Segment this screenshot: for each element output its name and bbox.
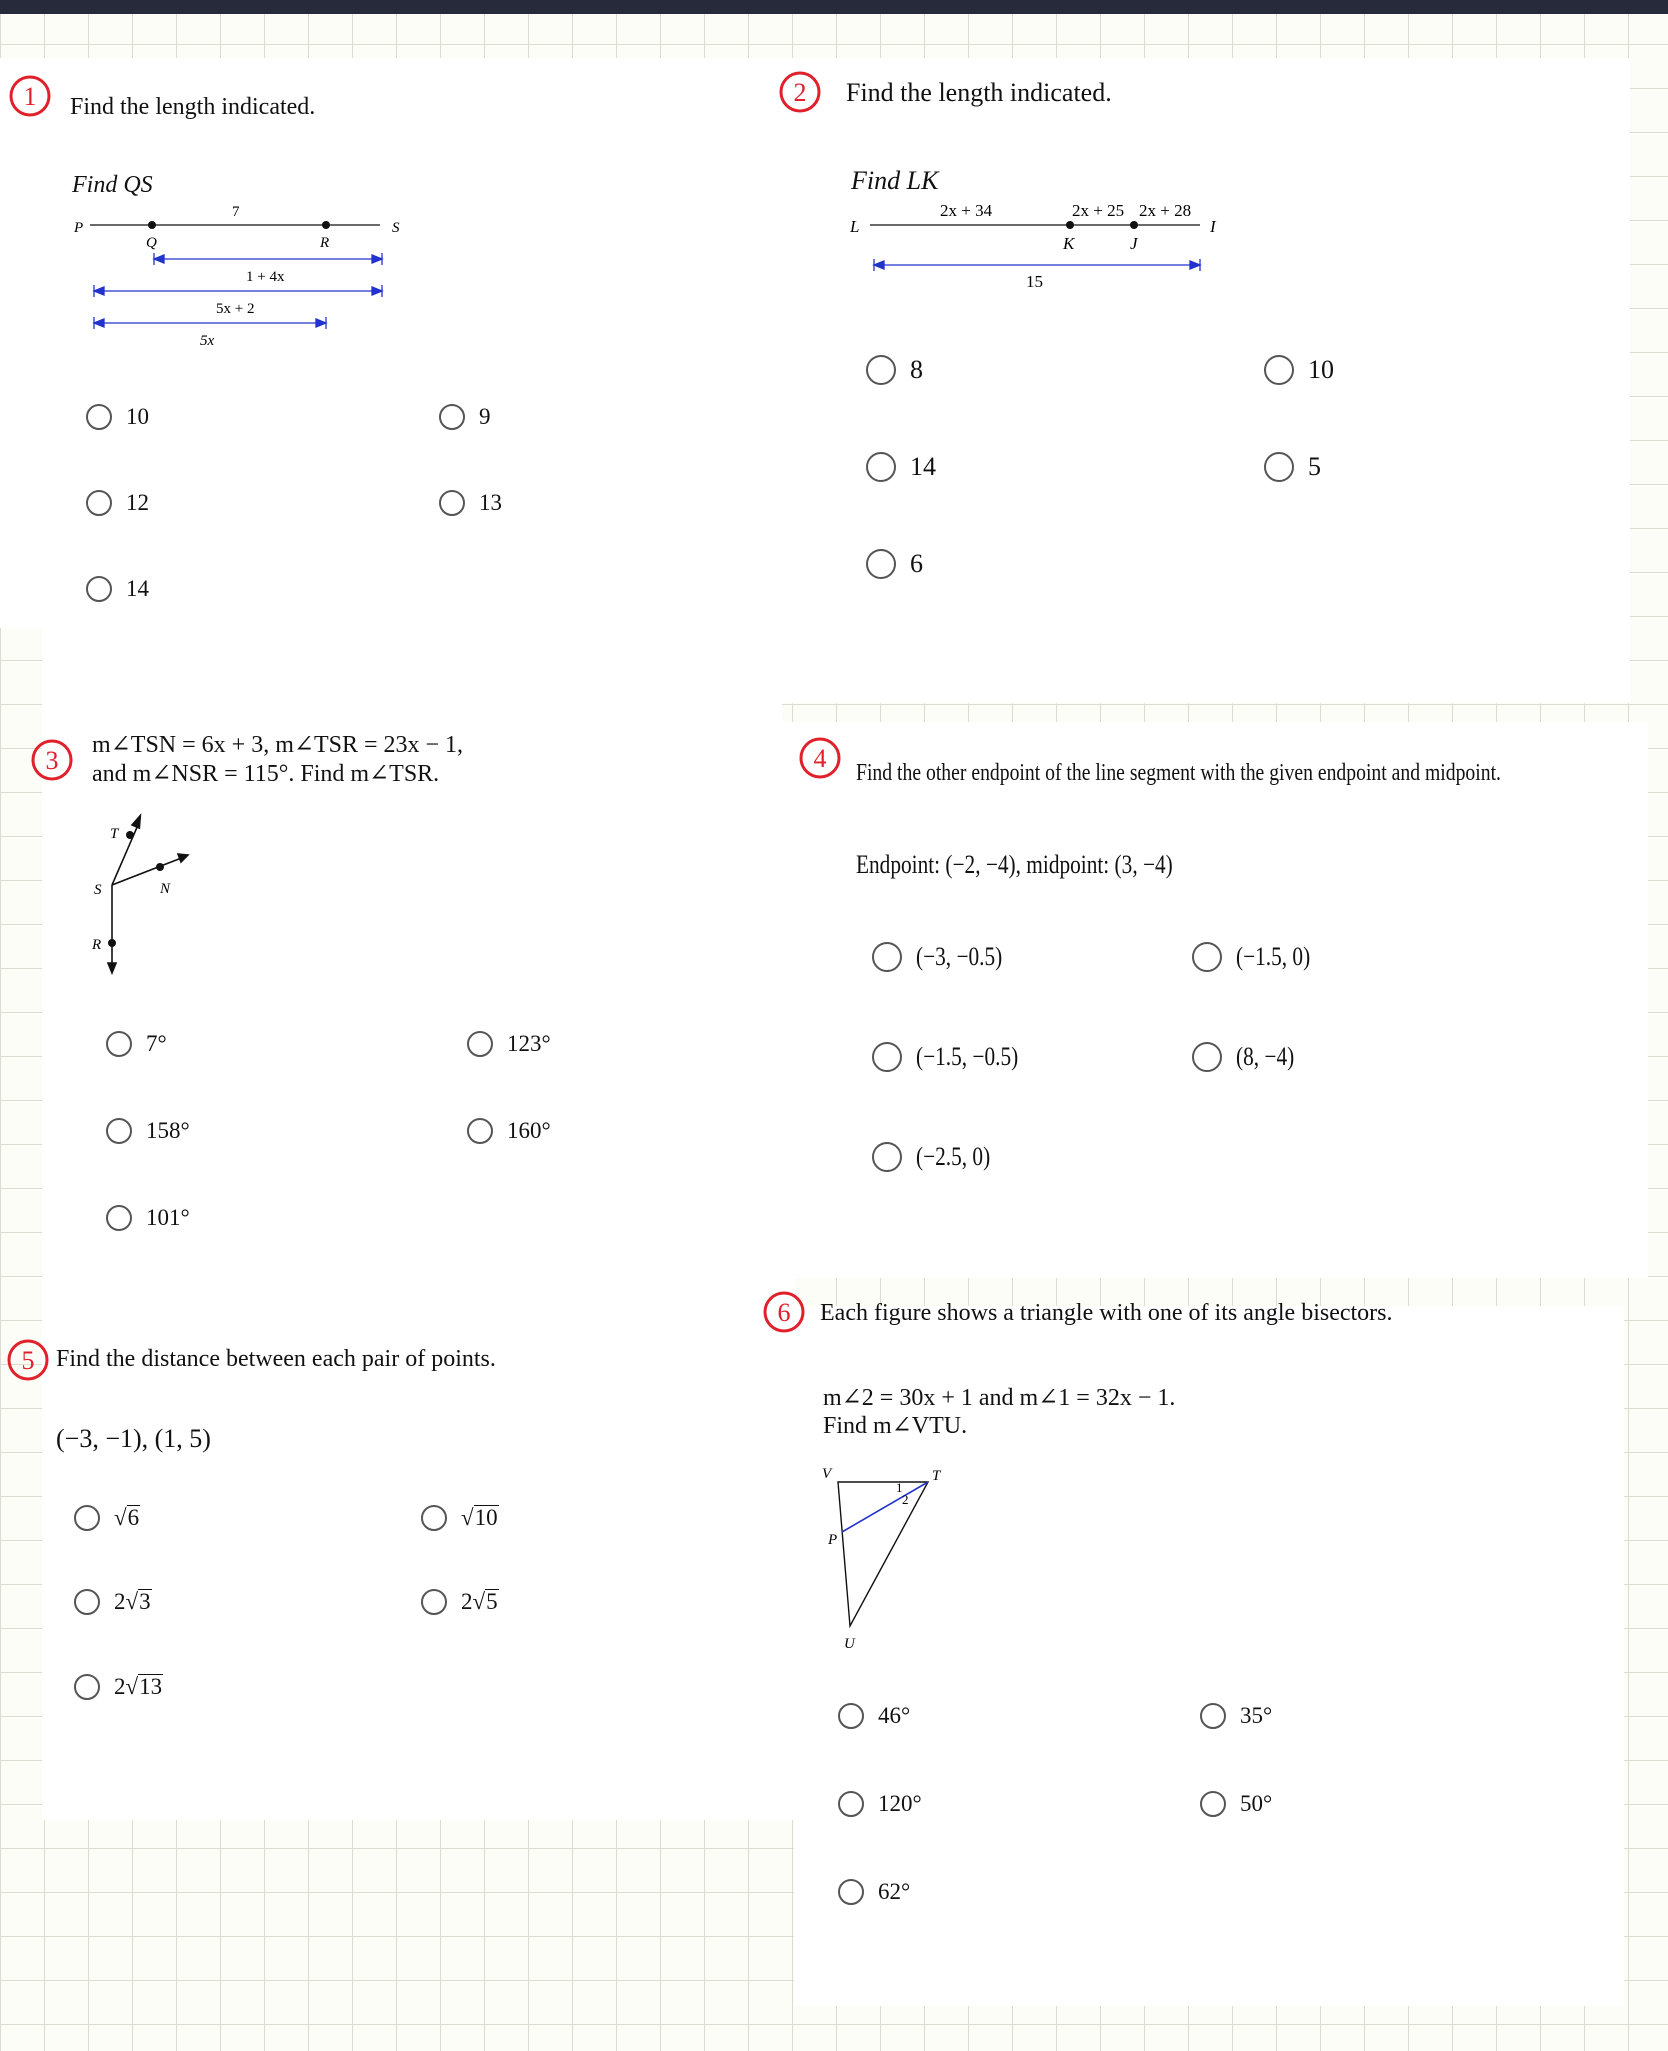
point-label-S: S [94,882,102,898]
radio-button[interactable] [74,1589,100,1615]
radio-button[interactable] [106,1031,132,1057]
point-label-N: N [160,881,171,897]
radio-button[interactable] [1200,1791,1226,1817]
problem-2-option-4[interactable]: 5 [1264,452,1321,482]
problem-5-points: (−3, −1), (1, 5) [56,1424,211,1453]
problem-2-option-2[interactable]: 10 [1264,355,1334,385]
problem-4-option-4[interactable]: (8, −4) [1192,1042,1307,1072]
problem-1-figure [60,195,420,355]
radio-button[interactable] [838,1879,864,1905]
svg-text:1: 1 [23,82,37,111]
problem-2-number-marker [778,70,822,114]
problem-6-number-marker [762,1290,806,1334]
problem-4-option-2[interactable]: (−1.5, 0) [1192,942,1326,972]
problem-5-option-3[interactable] [74,1589,152,1615]
problem-1-option-5[interactable]: 14 [86,576,149,602]
dimension-label-1-4x: 1 + 4x [246,269,285,285]
svg-text:2: 2 [793,78,807,107]
point-label-S: S [392,220,400,236]
problem-1-option-2[interactable]: 9 [439,404,491,430]
radio-button[interactable] [1192,942,1222,972]
problem-1-instruction: Find the length indicated. [70,94,316,120]
radio-button[interactable] [838,1791,864,1817]
dimension-label-15: 15 [1026,272,1043,291]
radio-button[interactable] [1264,355,1294,385]
radio-button[interactable] [86,576,112,602]
point-label-I: I [1210,217,1216,236]
problem-5-number-marker [6,1338,50,1382]
point-label-P: P [828,1532,838,1548]
dimension-label-5x: 5x [200,333,215,349]
svg-text:6: 6 [777,1298,791,1327]
radio-button[interactable] [106,1118,132,1144]
point-label-Q: Q [146,235,157,251]
problem-5-option-2[interactable] [421,1505,499,1531]
problem-6-line-1: m∠2 = 30x + 1 and m∠1 = 32x − 1. [823,1385,1176,1411]
angle-label-2: 2 [902,1492,909,1507]
top-bar [0,0,1668,14]
vertex-label-T: T [932,1468,941,1484]
segment-label-KJ: 2x + 25 [1072,201,1125,220]
problem-4-instruction: Find the other endpoint of the line segment with the given endpoint and midpoint. [856,760,1501,786]
problem-5-option-5[interactable] [74,1674,163,1700]
problem-2-option-3[interactable]: 14 [866,452,936,482]
problem-2-figure [840,195,1240,305]
problem-1-option-1[interactable]: 10 [86,404,149,430]
problem-2-prompt: Find LK [851,166,939,195]
radical-expression: 2√ 13 [114,1674,163,1699]
radio-button[interactable] [421,1589,447,1615]
point-label-R: R [320,235,330,251]
segment-label-LK: 2x + 34 [940,201,993,220]
angle-label-1: 1 [896,1480,903,1495]
dimension-label-5x-2: 5x + 2 [216,301,255,317]
problem-2-instruction: Find the length indicated. [846,78,1112,107]
problem-4-option-5[interactable]: (−2.5, 0) [872,1142,1006,1172]
problem-4-option-1[interactable]: (−3, −0.5) [872,942,1021,972]
problem-5-instruction: Find the distance between each pair of points. [56,1346,496,1372]
radio-button[interactable] [1200,1703,1226,1729]
svg-text:5: 5 [21,1346,35,1375]
radio-button[interactable] [872,942,902,972]
problem-2-option-1[interactable]: 8 [866,355,923,385]
problem-4-option-3[interactable]: (−1.5, −0.5) [872,1042,1041,1072]
problem-3-line-2: and m∠NSR = 115°. Find m∠TSR. [92,761,440,787]
radio-button[interactable] [74,1674,100,1700]
radical-expression: 2√ 5 [461,1589,498,1614]
radio-button[interactable] [86,404,112,430]
radio-button[interactable] [872,1042,902,1072]
problem-1-number-marker [8,74,52,118]
problem-6-option-2[interactable]: 35° [1200,1703,1272,1729]
radio-button[interactable] [866,355,896,385]
problem-3-line-1: m∠TSN = 6x + 3, m∠TSR = 23x − 1, [92,732,464,758]
radio-button[interactable] [838,1703,864,1729]
point-label-J: J [1130,234,1138,253]
problem-6-option-4[interactable]: 50° [1200,1791,1272,1817]
problem-4-given: Endpoint: (−2, −4), midpoint: (3, −4) [856,850,1173,879]
problem-3-number-marker [30,738,74,782]
radical-expression: √ 6 [114,1505,140,1530]
problem-5-option-4[interactable] [421,1589,499,1615]
problem-3-option-1[interactable]: 7° [106,1031,167,1057]
panel-problem-4 [782,722,1648,1278]
problem-1-prompt: Find QS [72,172,153,198]
vertex-label-V: V [822,1466,832,1482]
radio-button[interactable] [421,1505,447,1531]
svg-text:4: 4 [813,744,827,773]
segment-label-7: 7 [232,204,240,220]
problem-4-number-marker [798,736,842,780]
radio-button[interactable] [872,1142,902,1172]
problem-3-option-2[interactable]: 123° [467,1031,551,1057]
point-label-T: T [110,826,119,842]
problem-1-option-4[interactable]: 13 [439,490,502,516]
radical-expression: √ 10 [461,1505,498,1530]
radical-expression: 2√ 3 [114,1589,151,1614]
problem-6-instruction: Each figure shows a triangle with one of its angle bisectors. [820,1300,1393,1326]
svg-text:3: 3 [45,746,59,775]
problem-3-figure [84,805,204,980]
radio-button[interactable] [1264,452,1294,482]
radio-button[interactable] [1192,1042,1222,1072]
radio-button[interactable] [86,490,112,516]
problem-1-option-3[interactable]: 12 [86,490,149,516]
point-label-L: L [850,217,860,236]
radio-button[interactable] [866,549,896,579]
radio-button[interactable] [439,404,465,430]
problem-6-option-5[interactable]: 62° [838,1879,910,1905]
point-label-R: R [92,937,102,953]
radio-button[interactable] [439,490,465,516]
radio-button[interactable] [467,1031,493,1057]
point-label-K: K [1063,234,1075,253]
problem-5-option-1[interactable] [74,1505,140,1531]
problem-6-option-3[interactable]: 120° [838,1791,922,1817]
problem-6-line-2: Find m∠VTU. [823,1413,968,1439]
problem-6-option-1[interactable]: 46° [838,1703,910,1729]
segment-label-JI: 2x + 28 [1139,201,1192,220]
radio-button[interactable] [106,1205,132,1231]
vertex-label-U: U [844,1636,855,1650]
problem-6-figure [808,1460,968,1650]
radio-button[interactable] [74,1505,100,1531]
point-label-P: P [74,220,84,236]
problem-2-option-5[interactable]: 6 [866,549,923,579]
problem-3-option-3[interactable]: 158° [106,1118,190,1144]
problem-3-option-4[interactable]: 160° [467,1118,551,1144]
problem-3-option-5[interactable]: 101° [106,1205,190,1231]
radio-button[interactable] [467,1118,493,1144]
radio-button[interactable] [866,452,896,482]
